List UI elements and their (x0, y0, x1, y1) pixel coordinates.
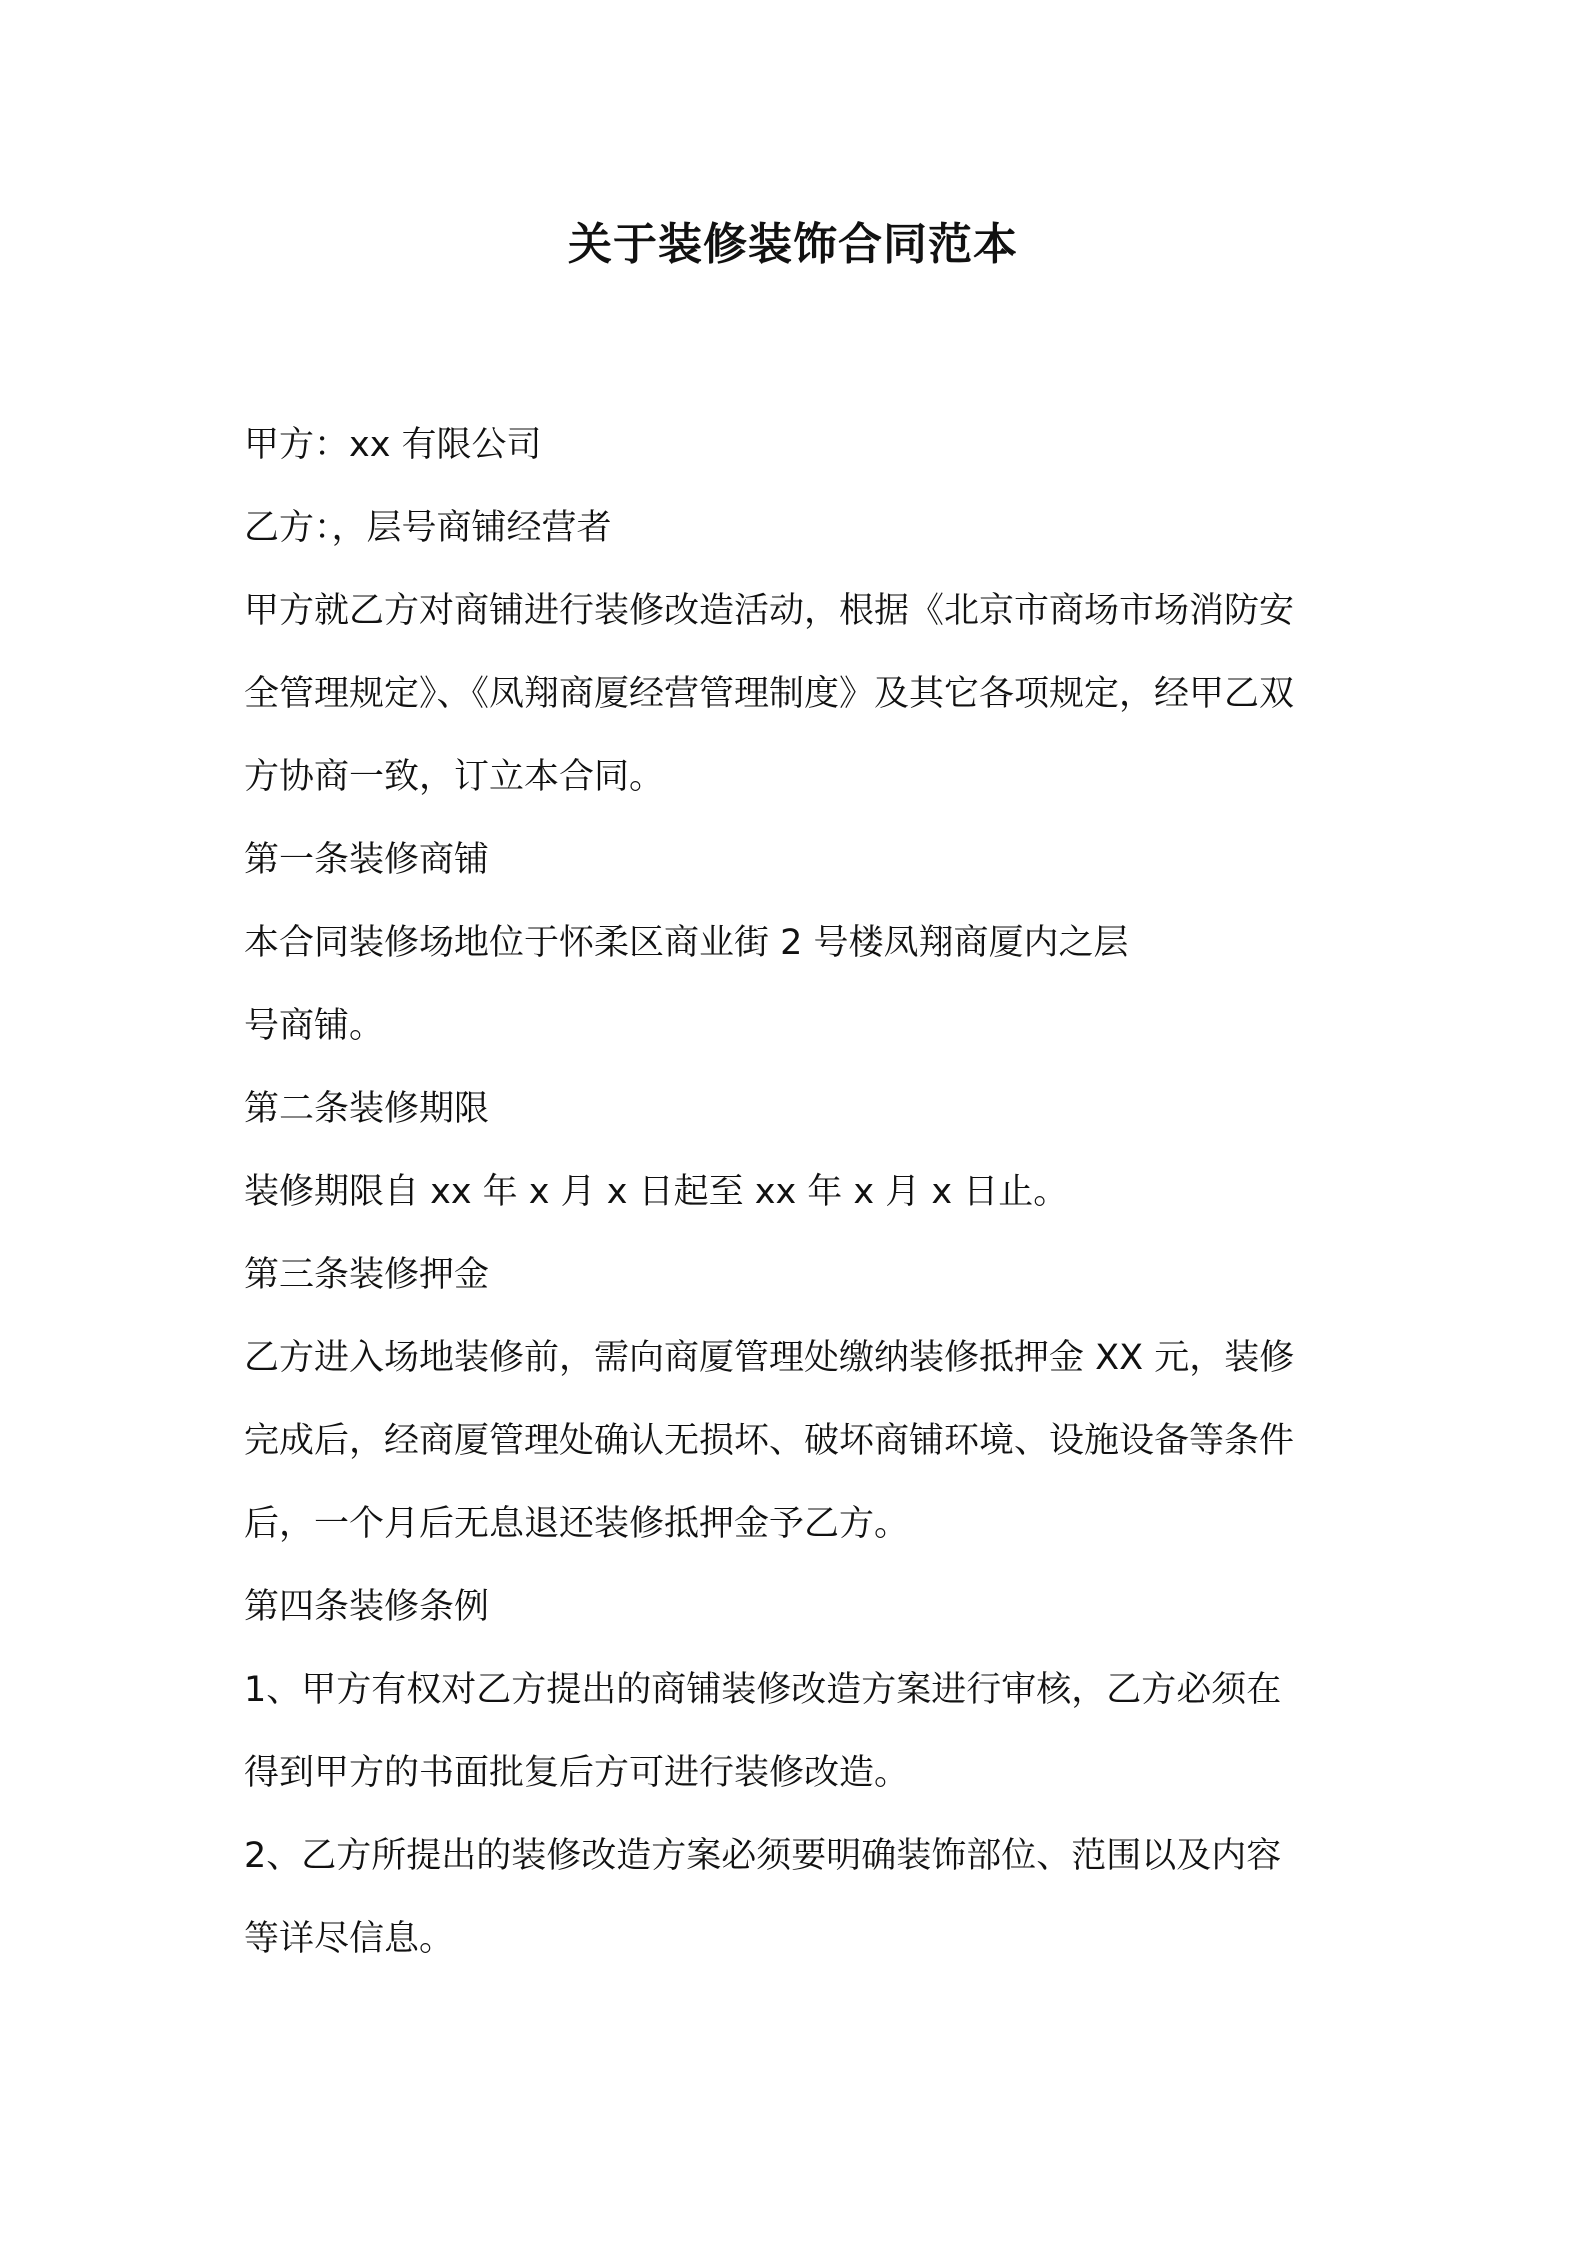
party-b-line: 乙方：，层号商铺经营者 (244, 508, 612, 548)
clause-text-line: 1、甲方有权对乙方提出的商铺装修改造方案进行审核，乙方必须在 (244, 1670, 1282, 1710)
article-text-line: 完成后，经商厦管理处确认无损坏、破坏商铺环境、设施设备等条件 (244, 1421, 1295, 1461)
intro-paragraph-line: 全管理规定》、《凤翔商厦经营管理制度》及其它各项规定，经甲乙双 (244, 674, 1295, 714)
document-title: 关于装修装饰合同范本 (568, 219, 1018, 270)
clause-text-line: 得到甲方的书面批复后方可进行装修改造。 (244, 1753, 910, 1793)
article-heading: 第二条装修期限 (244, 1089, 490, 1129)
article-heading: 第一条装修商铺 (244, 840, 490, 880)
article-text-line: 装修期限自 xx 年 x 月 x 日起至 xx 年 x 月 x 日止。 (244, 1172, 1069, 1212)
article-heading: 第三条装修押金 (244, 1255, 490, 1295)
document-body (244, 404, 1356, 1981)
intro-paragraph-line: 甲方就乙方对商铺进行装修改造活动，根据《北京市商场市场消防安 (244, 591, 1295, 631)
party-a-line: 甲方：xx 有限公司 (244, 425, 542, 465)
article-text-line: 号商铺。 (244, 1006, 385, 1046)
clause-text-line: 等详尽信息。 (244, 1919, 455, 1959)
clause-text-line: 2、乙方所提出的装修改造方案必须要明确装饰部位、范围以及内容 (244, 1836, 1282, 1876)
article-text-line: 本合同装修场地位于怀柔区商业街 2 号楼凤翔商厦内之层 (244, 923, 1129, 963)
article-text-line: 后，一个月后无息退还装修抵押金予乙方。 (244, 1504, 910, 1544)
article-heading: 第四条装修条例 (244, 1587, 490, 1627)
intro-paragraph-line: 方协商一致，订立本合同。 (244, 757, 665, 797)
article-text-line: 乙方进入场地装修前，需向商厦管理处缴纳装修抵押金 XX 元，装修 (244, 1338, 1295, 1378)
